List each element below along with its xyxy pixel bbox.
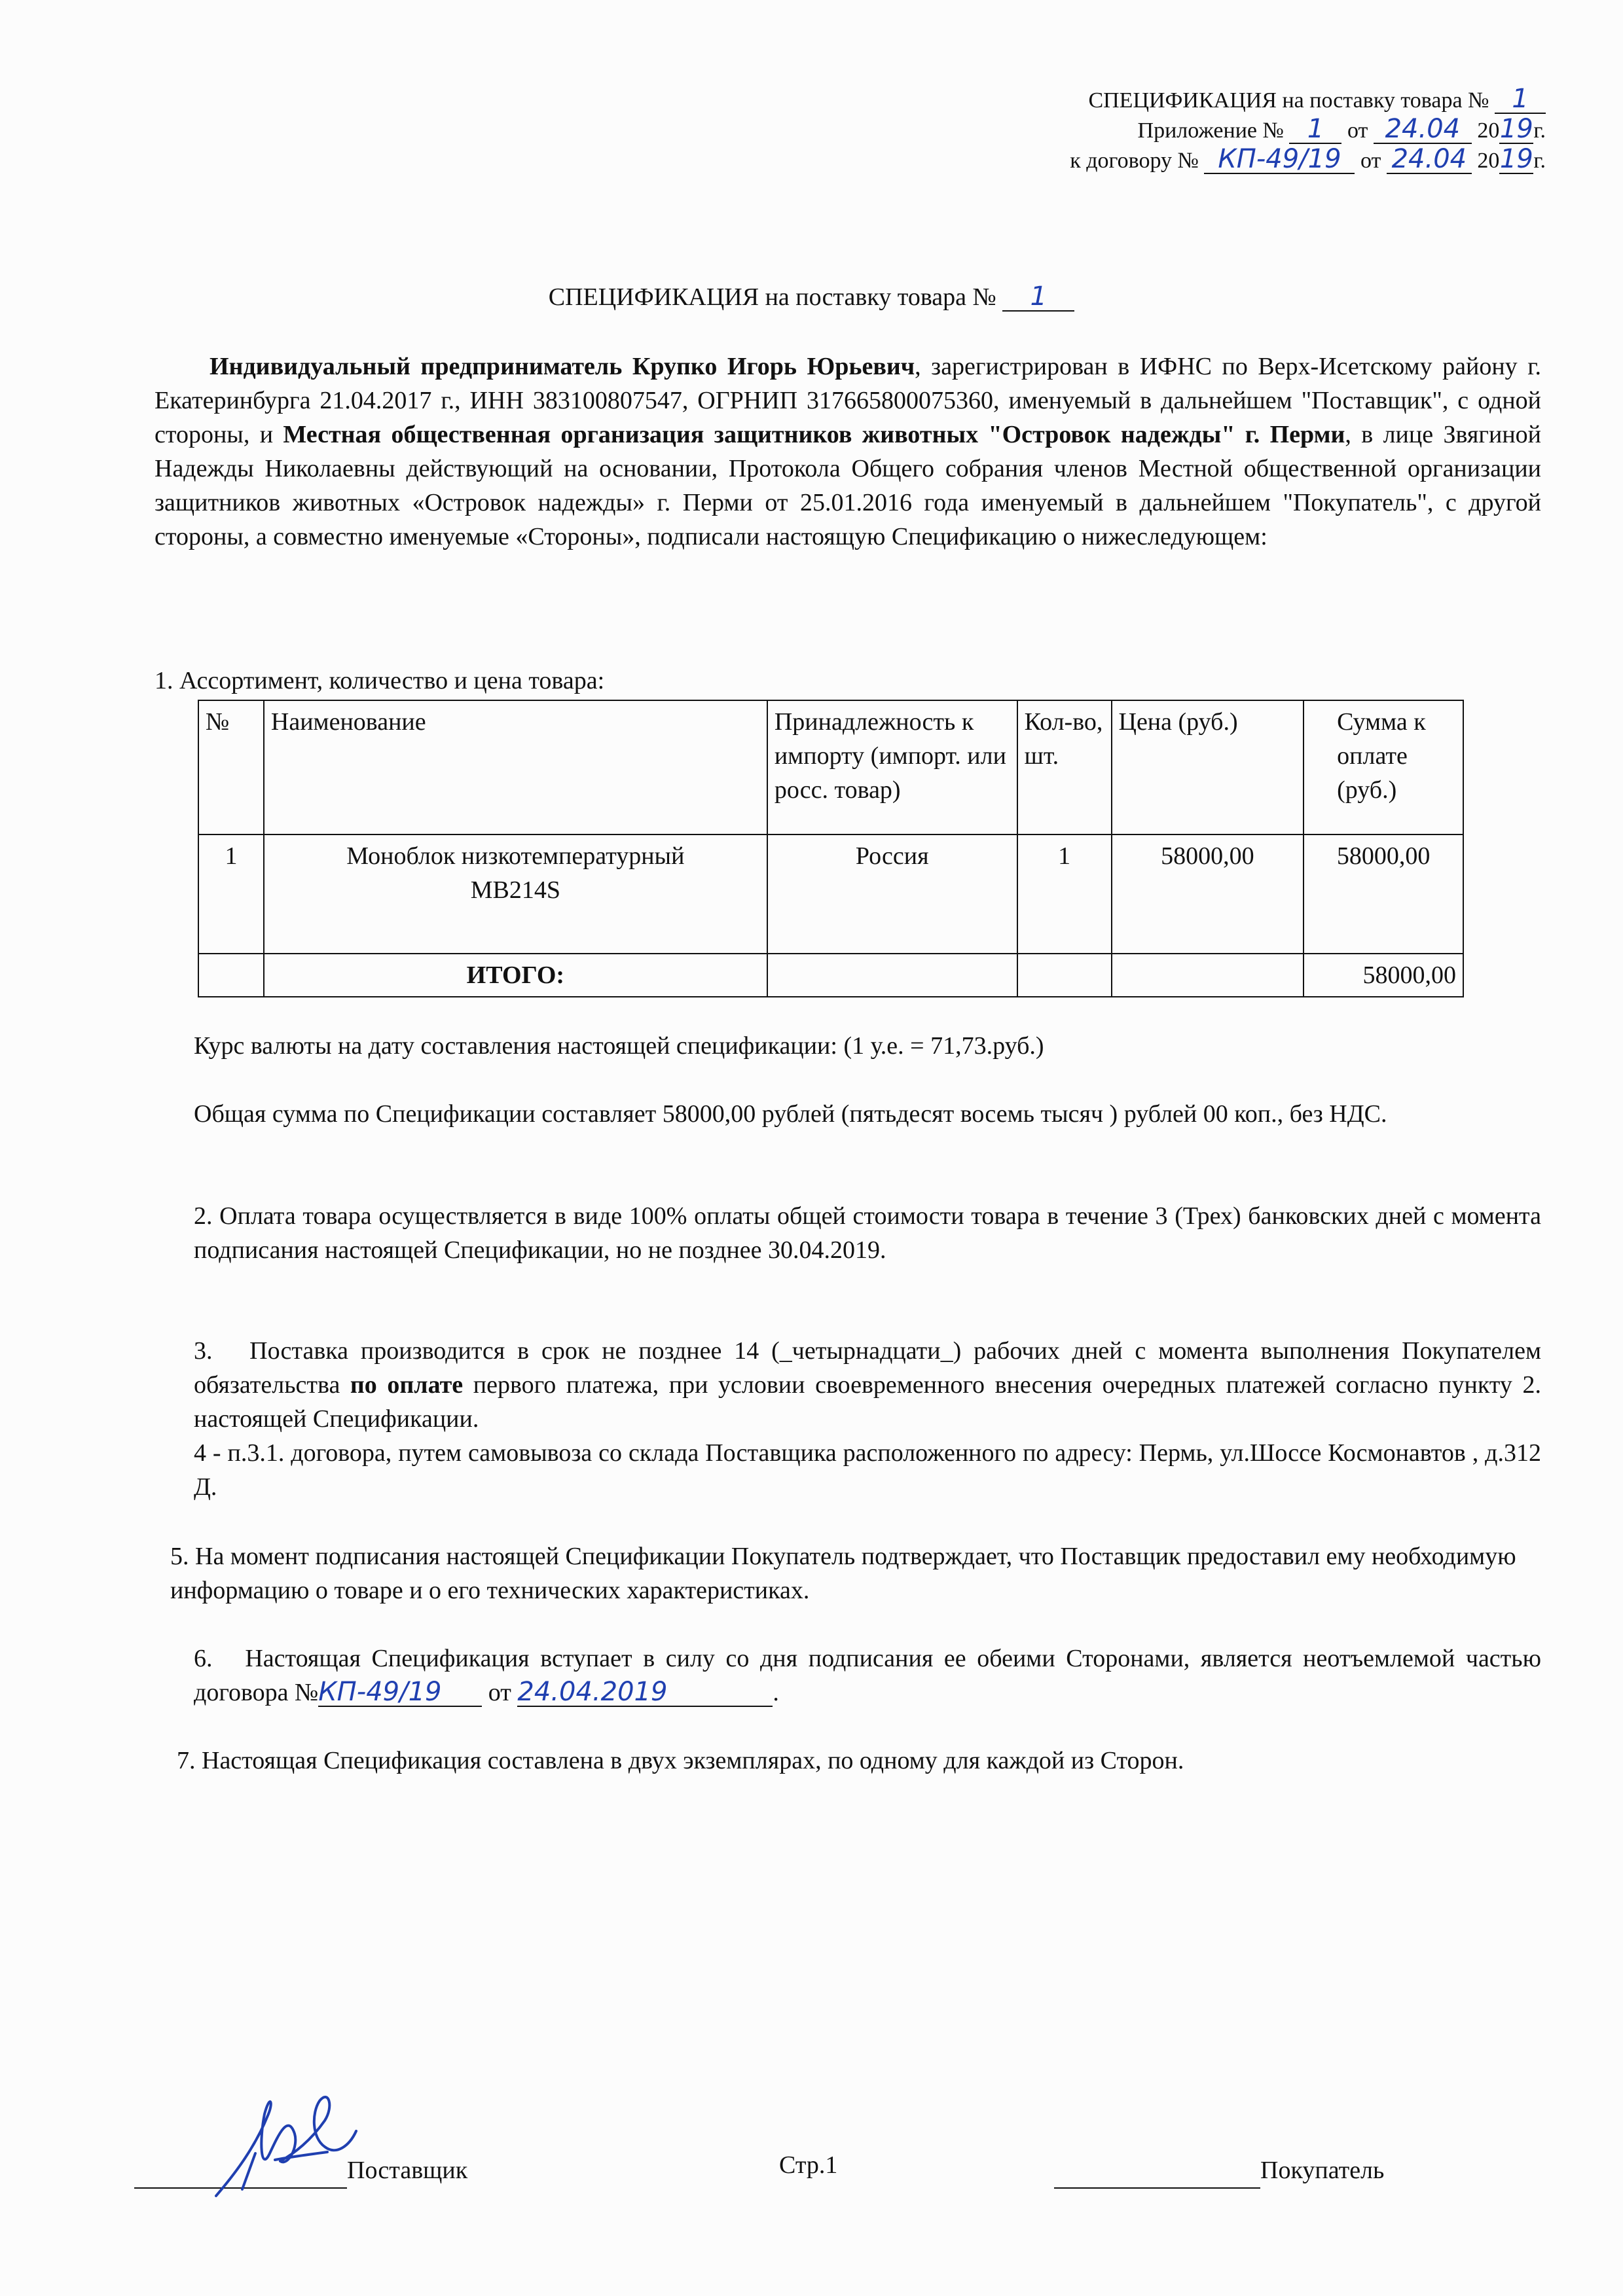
- cell-qty: 1: [1017, 834, 1112, 954]
- section-1-title: 1. Ассортимент, количество и цена товара:: [155, 667, 605, 694]
- clause-6-date-handwritten: 24.04.2019: [517, 1678, 773, 1707]
- cell-price: 58000,00: [1112, 834, 1304, 954]
- clause-5: 5. На момент подписания настоящей Спецификации Покупатель подтверждает, что Поставщик предоставил ему необходимую информацию о товаре и о его технических характеристиках.: [170, 1543, 1516, 1604]
- supplier-name: Индивидуальный предприниматель Крупко Игорь Юрьевич: [210, 353, 915, 380]
- clause-6-contract-number-handwritten: КП-49/19: [318, 1678, 482, 1707]
- col-header-sum: Сумма к оплате (руб.): [1304, 700, 1463, 834]
- header-line-spec: СПЕЦИФИКАЦИЯ на поставку товара № 1: [1070, 85, 1546, 115]
- buyer-signature-block: [1054, 2153, 1384, 2189]
- col-header-qty: Кол-во, шт.: [1017, 700, 1112, 834]
- header-block: [1070, 85, 1546, 175]
- col-header-num: №: [198, 700, 264, 834]
- cell-name: Моноблок низкотемпературный MB214S: [264, 834, 767, 954]
- buyer-name: Местная общественная организация защитников животных "Островок надежды" г. Перми: [283, 421, 1345, 448]
- exchange-rate-line: Курс валюты на дату составления настоящей спецификации: (1 у.е. = 71,73.руб.): [194, 1032, 1044, 1060]
- appendix-number-handwritten: 1: [1289, 115, 1341, 144]
- page-number: Стр.1: [779, 2151, 838, 2179]
- table-row: [198, 834, 1463, 954]
- col-header-name: Наименование: [264, 700, 767, 834]
- header-spec-number-handwritten: 1: [1495, 85, 1546, 114]
- buyer-label: Покупатель: [1260, 2157, 1385, 2184]
- title-number-handwritten: 1: [1002, 283, 1074, 312]
- supplier-signature: [196, 2075, 367, 2206]
- table-header-row: [198, 700, 1463, 834]
- document-title: СПЕЦИФИКАЦИЯ на поставку товара № 1: [0, 280, 1623, 314]
- preamble-paragraph: Индивидуальный предприниматель Крупко Игорь Юрьевич, зарегистрирован в ИФНС по Верх-Исетскому району г. Екатеринбурга 21.04.2017 г., ИНН 383100807547, ОГРНИП 317665800075360, именуемый в дальнейшем "Поставщик", с одной стороны, и Местная общественная организация защитников животных "Островок надежды" г. Перми, в лице Звягиной Надежды Николаевны действующий на основании, Протокола Общего собрания членов Местной общественной организации защитников животных «Островок надежды» г. Перми от 25.01.2016 года именуемый в дальнейшем "Покупатель", с другой стороны, а совместно именуемые «Стороны», подписали настоящую Спецификацию о нижеследующем:: [155, 353, 1541, 550]
- cell-num: 1: [198, 834, 264, 954]
- col-header-price: Цена (руб.): [1112, 700, 1304, 834]
- contract-year-handwritten: 19: [1499, 144, 1533, 174]
- clause-7: 7. Настоящая Спецификация составлена в двух экземплярах, по одному для каждой из Сторон.: [177, 1747, 1184, 1774]
- contract-number-handwritten: КП-49/19: [1204, 145, 1355, 174]
- cell-origin: Россия: [767, 834, 1017, 954]
- appendix-year-handwritten: 19: [1499, 114, 1533, 144]
- total-label: ИТОГО:: [264, 954, 767, 997]
- clause-6: 6. Настоящая Спецификация вступает в силу со дня подписания ее обеими Сторонами, является неотъемлемой частью договора №КП-49/19 от 24.04.2019 .: [194, 1645, 1542, 1707]
- supplier-label: Поставщик: [347, 2157, 468, 2184]
- col-header-origin: Принадлежность к импорту (импорт. или росс. товар): [767, 700, 1017, 834]
- clause-3: 3. Поставка производится в срок не позднее 14 (_четырнадцати_) рабочих дней с момента выполнения Покупателем обязательства по оплате первого платежа, при условии своевременного внесения очередных платежей согласно пункту 2. настоящей Спецификации.: [194, 1337, 1541, 1433]
- appendix-date-handwritten: 24.04: [1374, 115, 1472, 144]
- header-line-appendix: Приложение № 1 от 24.04 2019г.: [1137, 114, 1546, 144]
- total-sum-paragraph: Общая сумма по Спецификации составляет 58000,00 рублей (пятьдесят восемь тысяч ) рублей 00 коп., без НДС.: [194, 1100, 1387, 1128]
- header-line-contract: к договору № КП-49/19 от 24.04 2019г.: [1070, 144, 1546, 174]
- cell-sum: 58000,00: [1304, 834, 1463, 954]
- total-value: 58000,00: [1304, 954, 1463, 997]
- specification-table: [198, 700, 1464, 997]
- clause-2: 2. Оплата товара осуществляется в виде 100% оплаты общей стоимости товара в течение 3 (Трех) банковских дней с момента подписания настоящей Спецификации, но не позднее 30.04.2019.: [194, 1202, 1541, 1264]
- contract-date-handwritten: 24.04: [1387, 145, 1472, 174]
- clause-4: 4 - п.3.1. договора, путем самовывоза со склада Поставщика расположенного по адресу: Пермь, ул.Шоссе Космонавтов , д.312 Д.: [194, 1439, 1541, 1501]
- table-total-row: [198, 954, 1463, 997]
